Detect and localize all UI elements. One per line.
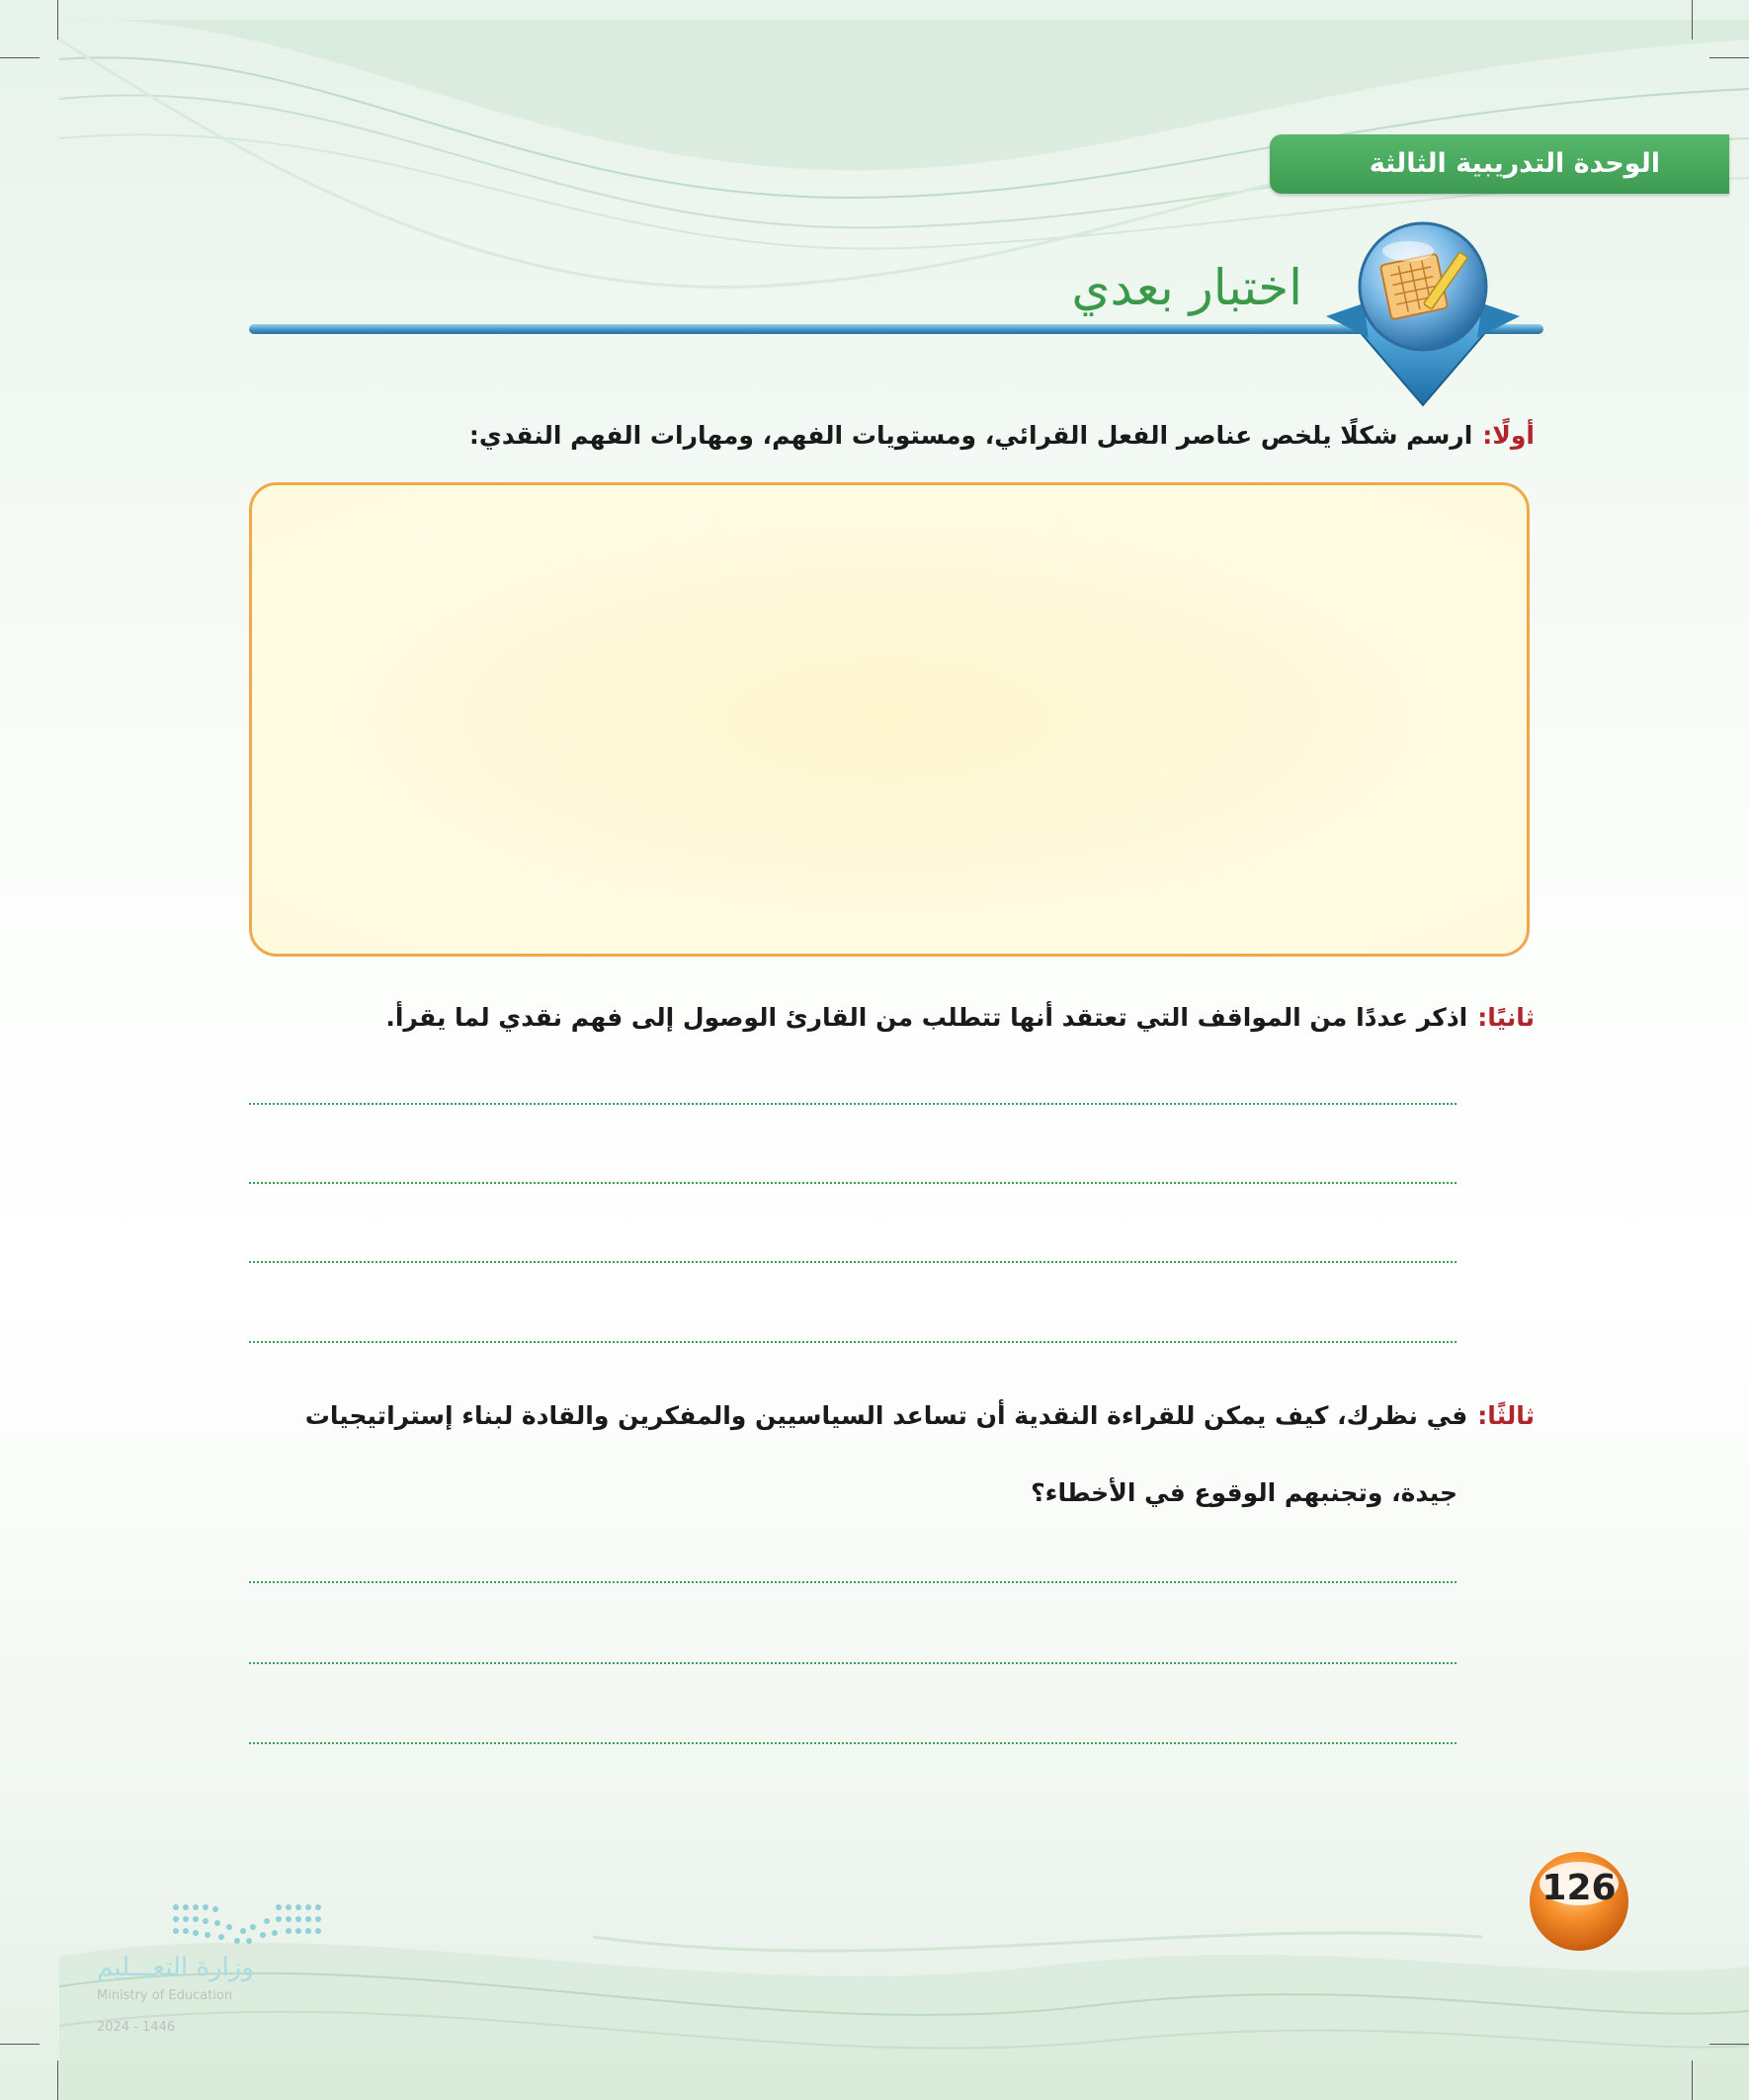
crop-mark [57,0,58,40]
answer-line[interactable] [249,1261,1457,1263]
question-3 [305,1401,1535,1430]
unit-label: الوحدة التدريبية الثالثة [1369,148,1660,179]
question-3-number: ثالثًا: [1477,1401,1535,1430]
ministry-name-arabic: وزارة التعـــليم [97,1953,254,1982]
unit-banner [1270,134,1729,194]
answer-line[interactable] [249,1341,1457,1343]
answer-line[interactable] [249,1581,1457,1583]
page-number: 126 [1541,1868,1617,1908]
crop-mark [1709,2044,1749,2045]
crop-mark [1709,57,1749,58]
question-3-text-line2: جيدة، وتجنبهم الوقوع في الأخطاء؟ [1031,1478,1458,1507]
question-3-text: في نظرك، كيف يمكن للقراءة النقدية أن تساعد السياسيين والمفكرين والقادة لبناء إستراتيجيات [304,1401,1468,1430]
crop-mark [1692,0,1693,40]
answer-line[interactable] [249,1182,1457,1184]
answer-line[interactable] [249,1742,1457,1744]
question-1-text: ارسم شكلًا يلخص عناصر الفعل القرائي، ومستويات الفهم، ومهارات الفهم النقدي: [468,421,1473,450]
crop-mark [0,57,40,58]
question-1-number: أولًا: [1482,421,1535,450]
drawing-answer-box[interactable] [249,482,1530,957]
ministry-name-english: Ministry of Education [97,1988,233,2003]
question-1 [469,421,1535,450]
question-2-text: اذكر عددًا من المواقف التي تعتقد أنها تتطلب من القارئ الوصول إلى فهم نقدي لما يقرأ. [385,1003,1468,1032]
edition-year: 2024 - 1446 [97,2020,176,2035]
section-title: اختبار بعدي [1071,259,1302,316]
crop-mark [57,2060,58,2100]
question-2-number: ثانيًا: [1477,1003,1535,1032]
ministry-logo-icon [168,1897,326,1947]
crop-mark [0,2044,40,2045]
quiz-emblem-icon [1324,219,1522,407]
crop-mark [1692,2060,1693,2100]
answer-line[interactable] [249,1662,1457,1664]
answer-line[interactable] [249,1103,1457,1105]
question-2 [385,1003,1535,1032]
